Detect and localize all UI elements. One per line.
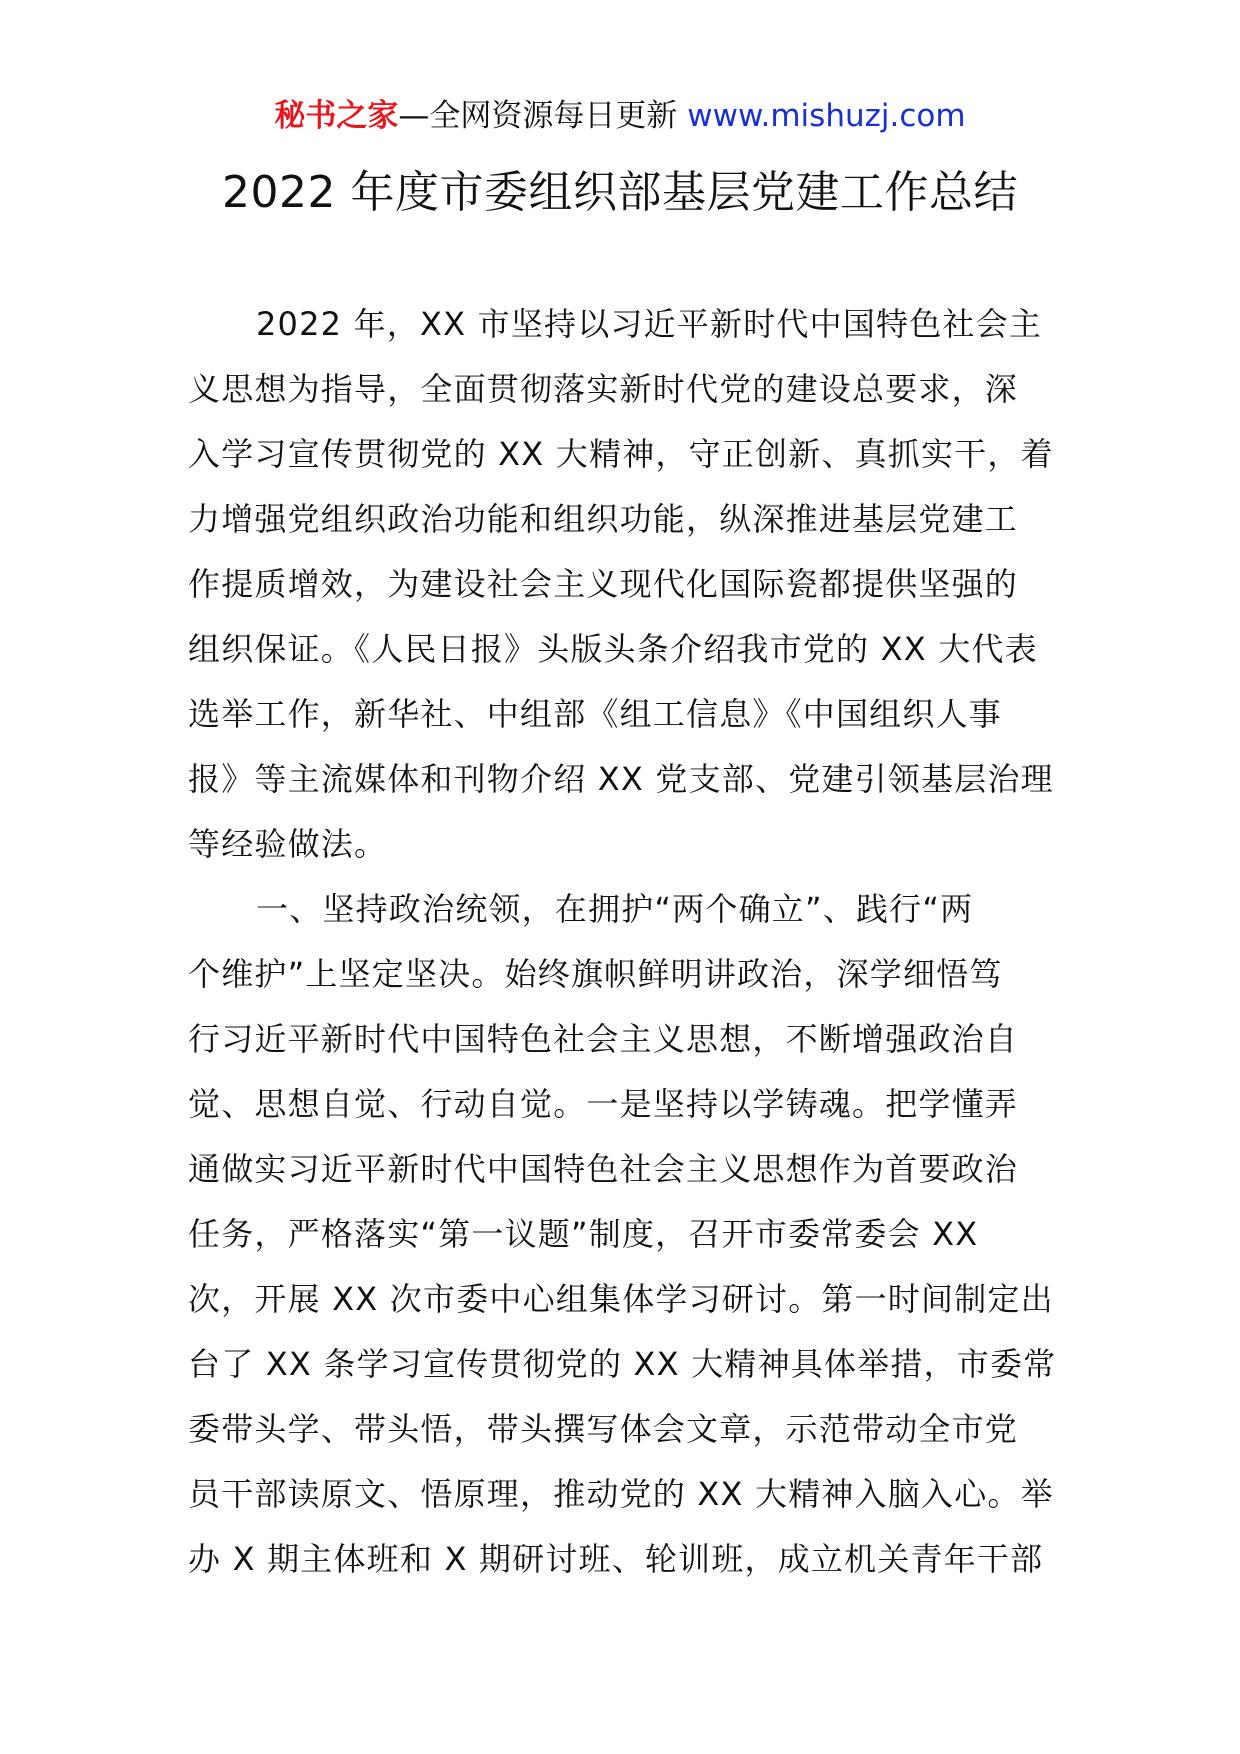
paragraph-line: 台了 XX 条学习宣传贯彻党的 XX 大精神具体举措，市委常 (188, 1345, 1057, 1383)
paragraph-line: 行习近平新时代中国特色社会主义思想，不断增强政治自 (188, 1020, 1019, 1058)
paragraph-line: 通做实习近平新时代中国特色社会主义思想作为首要政治 (188, 1150, 1019, 1188)
site-url-link[interactable]: www.mishuzj.com (687, 98, 966, 134)
paragraph-line: 义思想为指导，全面贯彻落实新时代党的建设总要求，深 (188, 370, 1019, 408)
paragraph-line: 办 X 期主体班和 X 期研讨班、轮训班，成立机关青年干部 (188, 1540, 1044, 1578)
document-title: 2022 年度市委组织部基层党建工作总结 (222, 167, 1018, 218)
paragraph-line: 入学习宣传贯彻党的 XX 大精神，守正创新、真抓实干，着 (188, 435, 1054, 473)
document-body (188, 292, 1058, 1592)
brand-name: 秘书之家 (274, 98, 399, 134)
paragraph-line: 等经验做法。 (188, 825, 388, 863)
section-heading-line: 一、坚持政治统领，在拥护“两个确立”、践行“两 (256, 890, 974, 928)
paragraph-line: 任务，严格落实“第一议题”制度，召开市委常委会 XX (188, 1215, 979, 1253)
slogan-text: —全网资源每日更新 (398, 98, 688, 134)
paragraph-line: 个维护”上坚定坚决。始终旗帜鲜明讲政治，深学细悟笃 (188, 955, 1003, 993)
paragraph-line: 次，开展 XX 次市委中心组集体学习研讨。第一时间制定出 (188, 1280, 1054, 1318)
paragraph-line: 员干部读原文、悟原理，推动党的 XX 大精神入脑入心。举 (188, 1475, 1054, 1513)
paragraph-line: 力增强党组织政治功能和组织功能，纵深推进基层党建工 (188, 500, 1019, 538)
site-watermark-header (0, 96, 1240, 136)
paragraph-line: 2022 年，XX 市坚持以习近平新时代中国特色社会主 (256, 305, 1043, 343)
paragraph-line: 作提质增效，为建设社会主义现代化国际瓷都提供坚强的 (188, 565, 1019, 603)
paragraph-line: 觉、思想自觉、行动自觉。一是坚持以学铸魂。把学懂弄 (188, 1085, 1019, 1123)
paragraph-line: 委带头学、带头悟，带头撰写体会文章，示范带动全市党 (188, 1410, 1019, 1448)
paragraph-line: 组织保证。《人民日报》头版头条介绍我市党的 XX 大代表 (188, 630, 1038, 668)
paragraph-line: 选举工作，新华社、中组部《组工信息》《中国组织人事 (188, 695, 1003, 733)
paragraph-line: 报》等主流媒体和刊物介绍 XX 党支部、党建引领基层治理 (188, 760, 1054, 798)
